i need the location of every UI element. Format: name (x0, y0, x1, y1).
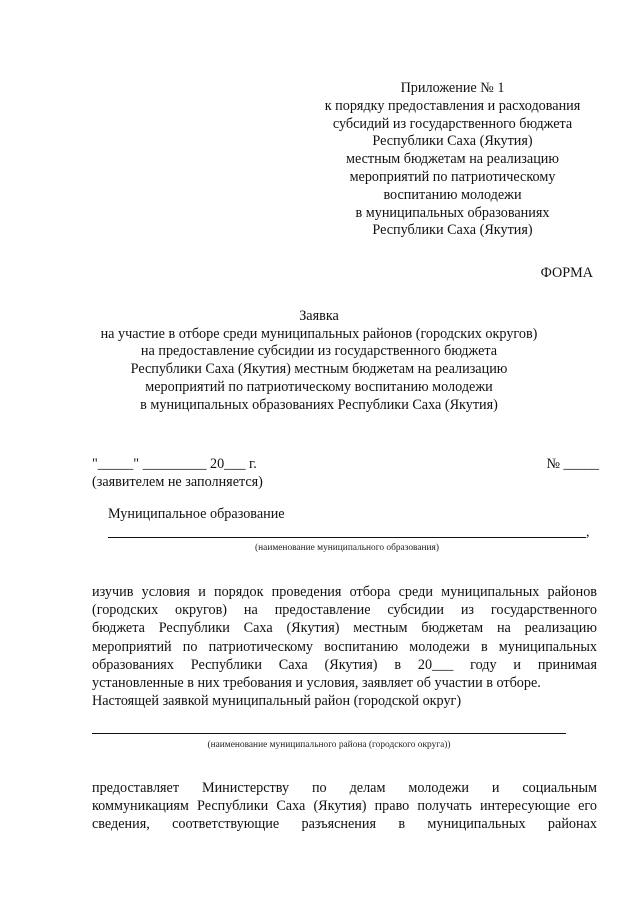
paragraph-line: коммуникациям Республики Саха (Якутия) право получать интересующие его (92, 798, 597, 815)
annex-title: Приложение № 1 (400, 80, 505, 96)
paragraph-line: сведения, соответствующие разъяснения в муниципальных районах (92, 816, 597, 833)
paragraph-line: изучив условия и порядок проведения отбора среди муниципальных районов (92, 584, 597, 600)
date-field: "_____" _________ 20___ г. (92, 456, 257, 472)
annex-line: воспитанию молодежи (383, 186, 522, 203)
annex-line: субсидий из государственного бюджета (332, 115, 573, 132)
annex-block (300, 80, 605, 240)
annex-line: в муниципальных образованиях (355, 204, 550, 221)
paragraph-line: (городских округов) на предоставление субсидии из государственного (92, 602, 597, 619)
municipality-fill-line (108, 537, 586, 538)
annex-line: мероприятий по патриотическому (349, 168, 556, 185)
annex-line: Республики Саха (Якутия) (372, 133, 533, 150)
paragraph-conditions (92, 583, 597, 710)
annex-line: Республики Саха (Якутия) (372, 222, 533, 239)
municipality-label: Муниципальное образование (108, 506, 285, 522)
application-title-block (90, 308, 548, 414)
district-caption: (наименование муниципального района (городского округа)) (207, 740, 451, 750)
municipality-caption: (наименование муниципального образования) (255, 543, 439, 553)
application-title-line: на участие в отборе среди муниципальных районов (городских округов) (100, 325, 538, 342)
application-title-line: мероприятий по патриотическому воспитанию молодежи (145, 378, 493, 395)
paragraph-line: образованиях Республики Саха (Якутия) в 20___ году и принимая (92, 656, 597, 673)
annex-line: к порядку предоставления и расходования (324, 97, 581, 114)
paragraph-line: мероприятий по патриотическому воспитанию молодежи в муниципальных (92, 638, 597, 655)
paragraph-line: Настоящей заявкой муниципальный район (городской округ) (92, 693, 462, 710)
paragraph-line: установленные в них требования и условия, заявляет об участии в отборе. (92, 675, 541, 692)
number-field: № _____ (546, 456, 599, 472)
application-title-line: Республики Саха (Якутия) местным бюджетам на реализацию (130, 361, 508, 378)
annex-line: местным бюджетам на реализацию (346, 151, 559, 168)
paragraph-line: бюджета Республики Саха (Якутия) местным бюджетам на реализацию (92, 620, 597, 637)
application-title: Заявка (299, 308, 339, 324)
district-fill-line (92, 733, 566, 734)
paragraph-grants (92, 779, 597, 834)
application-title-line: в муниципальных образованиях Республики Саха (Якутия) (140, 396, 498, 413)
form-label: ФОРМА (540, 265, 593, 281)
applicant-note: (заявителем не заполняется) (92, 474, 263, 490)
paragraph-line: предоставляет Министерству по делам молодежи и социальным (92, 780, 597, 796)
application-title-line: на предоставление субсидии из государственного бюджета (140, 343, 498, 360)
fill-line-comma: , (586, 525, 590, 540)
